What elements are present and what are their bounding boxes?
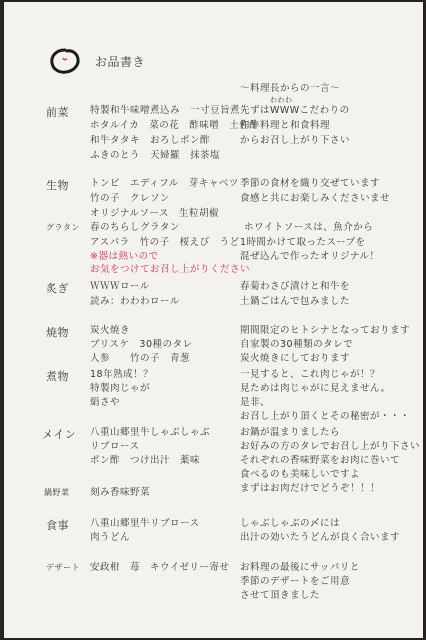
- section-label-zensai: 前菜: [46, 106, 69, 119]
- dish-line: ふきのとう 天婦羅 抹茶塩: [90, 150, 221, 161]
- dish-note: 炭火焼きにしております: [240, 353, 351, 364]
- dish-note: させて頂きました: [240, 590, 321, 601]
- dish-line: アスパラ 竹の子 桜えび うど: [90, 237, 240, 248]
- dish-line: 読み：わわわロール: [90, 296, 180, 307]
- dish-line: ブリスケ 30種のタレ: [90, 339, 193, 350]
- dish-line: 特製和牛味噌煮込み 一寸豆旨煮: [90, 105, 241, 116]
- dish-note: 出汁の効いたうどんが良く合います: [240, 532, 401, 543]
- dish-line: リブロース: [90, 441, 140, 452]
- dish-line: 竹の子 クレソン: [90, 193, 171, 204]
- section-label-namamono: 生物: [46, 179, 69, 192]
- dish-line: ＷＷＷロール: [90, 281, 150, 292]
- dish-note: それぞれの香味野菜をお肉に巻いて: [240, 455, 401, 466]
- section-label-dessert: デザート: [46, 563, 80, 572]
- dish-line: 特製肉じゃが: [90, 383, 151, 394]
- chef-message-heading: ～料理長からの一言～: [240, 83, 341, 94]
- dish-note: しゃぶしゃぶの〆には: [240, 518, 341, 529]
- dish-line: 絹さや: [90, 397, 121, 408]
- dish-note: からお召し上がり下さい: [240, 135, 351, 146]
- dish-line: ホタルイカ 菜の花 酢味噌 土佐酢: [90, 120, 260, 131]
- dish-note: 季節の食材を織り交ぜています: [240, 178, 381, 189]
- dish-line: 八重山郷里牛しゃぶしゃぶ: [90, 427, 211, 438]
- dish-line: 春のちらしグラタン: [90, 222, 180, 233]
- menu-sheet: [4, 2, 423, 638]
- dish-line: 安政柑 苺 キウイゼリー寄せ: [90, 562, 230, 573]
- dish-note: 1時間かけて取ったスープを: [240, 237, 366, 248]
- dish-line: 和牛タタキ おろしポン酢: [90, 135, 211, 146]
- dish-note: 土鍋ごはんで包みました: [240, 296, 351, 307]
- dish-line: 18年熟成！？: [90, 369, 154, 380]
- section-label-gratin: グラタン: [46, 223, 80, 232]
- dish-note: お召し上がり頂くとその秘密が・・・: [240, 411, 411, 422]
- dish-note: 見ためは肉じゃがに見えません。: [240, 383, 391, 394]
- dish-line: 炭火焼き: [90, 325, 131, 336]
- dish-line: 肉うどん: [90, 532, 131, 543]
- dish-note: お料理の最後にサッパリと: [240, 562, 360, 573]
- section-label-yakimono: 焼物: [46, 326, 69, 339]
- dish-note: お好みの方のタレでお召し上がり下さい: [240, 441, 421, 452]
- dish-note: 春菊わさび漬けと和牛を: [240, 281, 351, 292]
- section-label-nabeyasai: 鍋野菜: [44, 488, 70, 497]
- dish-line: オリジナルソース 生粒胡椒: [90, 208, 220, 219]
- dish-note: 季節のデザートをご用意: [240, 576, 351, 587]
- dish-note: まずはお肉だけでどうぞ！！！: [240, 483, 381, 494]
- section-label-main: メイン: [42, 428, 77, 441]
- dish-line: 八重山郷里牛リブロース: [90, 518, 200, 529]
- dish-note: 食べるのも美味しいですよ: [240, 469, 361, 480]
- brush-circle-logo: [49, 47, 81, 75]
- section-label-nimono: 煮物: [46, 370, 69, 383]
- dish-note: 和牛料理と和食料理: [240, 120, 331, 131]
- dish-note: 食感と共にお楽しみくださいませ: [240, 193, 391, 204]
- section-label-aburi: 炙ぎ: [46, 282, 69, 295]
- section-label-shokuji: 食事: [46, 519, 69, 532]
- dish-note: お鍋が温まりましたら: [240, 427, 341, 438]
- dish-line: 刻み香味野菜: [90, 487, 151, 498]
- hot-dish-warning: お気をつけてお召し上がりください: [90, 264, 251, 275]
- dish-line: 人参 竹の子 青葱: [90, 353, 191, 364]
- dish-note: 先ずはWWWこだわりの: [240, 105, 350, 116]
- dish-note: ホワイトソースは、魚介から: [244, 222, 374, 233]
- dish-note: 一見すると、これ肉じゃが！？: [240, 369, 381, 380]
- hot-dish-warning: ※器は熱いので: [90, 251, 159, 262]
- page-title: お品書き: [95, 55, 146, 69]
- dish-note: 是非、: [240, 397, 271, 408]
- dish-line: トンビ エディフル 芽キャベツ: [90, 178, 239, 189]
- dish-note: 自家製の30種類のタレで: [240, 339, 354, 350]
- dish-note: 期間限定のヒトシナとなっております: [240, 325, 411, 336]
- dish-line: ポン酢 つけ出汁 薬味: [90, 455, 201, 466]
- chef-message-signature: わわわ: [270, 96, 293, 104]
- dish-note: 混ぜ込んで作ったオリジナル！: [240, 251, 380, 262]
